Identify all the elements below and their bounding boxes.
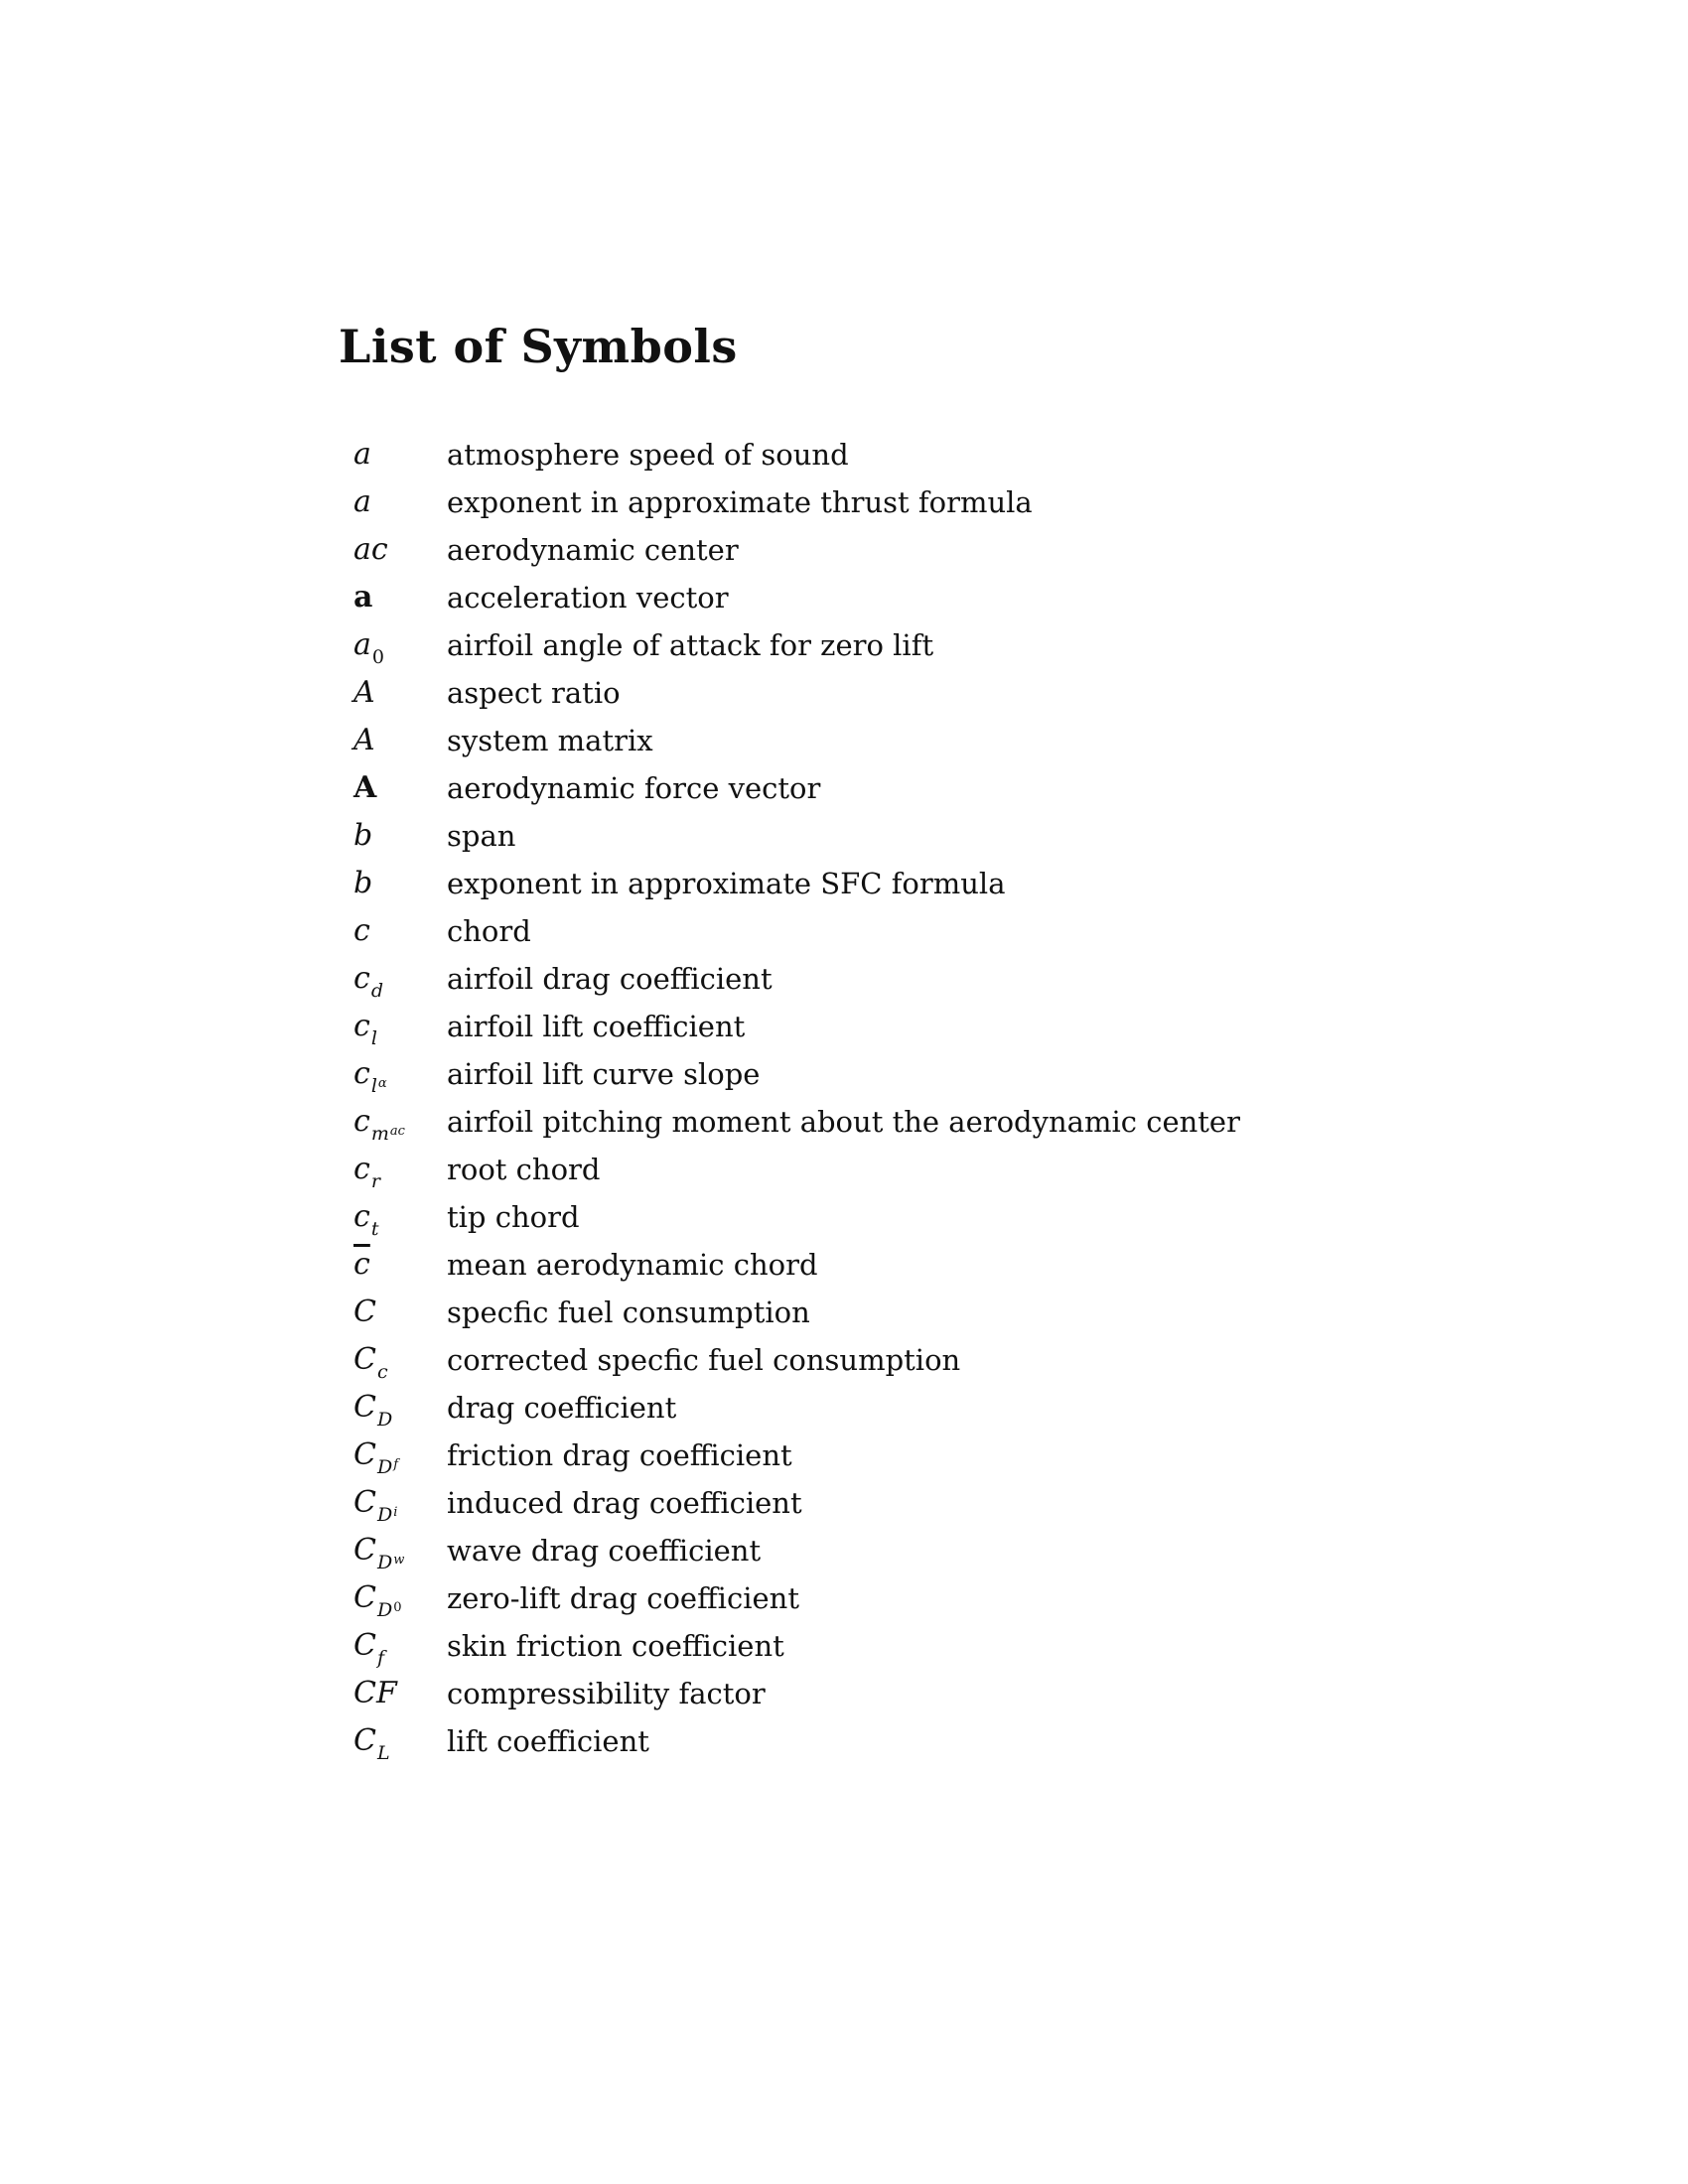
symbol-base: c [353,913,370,948]
symbol [353,1342,443,1381]
symbol [353,437,443,473]
symbol-row [353,1009,1346,1056]
symbol-base: c [353,1104,370,1139]
symbol-row [353,1295,1346,1342]
symbol [353,1580,443,1622]
symbol-subscript: L [376,1742,390,1764]
symbol-row [353,1390,1346,1437]
symbol-base: c [353,1199,370,1234]
symbol-description: induced drag coefficient [447,1486,802,1520]
symbol-subscript: D [376,1409,393,1431]
symbol [353,1009,443,1047]
symbol-base: C [353,1390,376,1425]
symbol [353,1533,443,1574]
symbol [353,1056,443,1098]
symbol-description: system matrix [447,724,653,757]
symbol-description: tip chord [447,1200,580,1234]
symbol-row [353,1199,1346,1247]
symbol-row [353,1056,1346,1104]
symbol-description: airfoil lift curve slope [447,1057,761,1091]
symbol-base: c [353,1152,370,1186]
symbol [353,1628,443,1667]
symbol-description: friction drag coefficient [447,1438,792,1472]
symbol [353,1199,443,1238]
symbol-subscript: D [376,1456,393,1478]
symbol-row [353,1676,1346,1723]
symbol-description: exponent in approximate SFC formula [447,867,1006,900]
symbol-description: chord [447,914,531,948]
symbol-base: A [353,723,375,757]
symbol-row [353,484,1346,532]
symbol-subscript: t [370,1218,379,1240]
symbol-description: zero-lift drag coefficient [447,1581,799,1615]
symbol-row [353,723,1346,770]
symbol [353,1104,443,1146]
symbol-description: span [447,819,516,853]
symbol [353,866,443,901]
symbol-row [353,961,1346,1009]
symbol-row [353,627,1346,675]
symbol-base: CF [353,1676,397,1710]
symbol-bold-vector [353,580,443,615]
symbol [353,1485,443,1527]
symbol-row [353,1247,1346,1295]
symbol-row [353,1628,1346,1676]
symbol-subscript: f [376,1647,385,1669]
symbol-row [353,913,1346,961]
symbol-description: airfoil angle of attack for zero lift [447,628,934,662]
symbol-description: airfoil pitching moment about the aerodynamic center [447,1105,1240,1139]
symbol-sub-subscript: w [393,1553,405,1568]
symbol-row [353,1152,1346,1199]
symbol-base: A [353,675,375,710]
symbol-base: A [353,770,377,805]
symbol-description: mean aerodynamic chord [447,1248,818,1282]
symbol-subscript: l [370,1075,377,1097]
symbol [353,1676,443,1711]
symbol-description: corrected specfic fuel consumption [447,1343,961,1377]
symbol-bold-vector [353,770,443,806]
symbol [353,1723,443,1762]
symbol-description: aerodynamic force vector [447,771,821,805]
symbol-subscript: D [376,1599,393,1621]
symbol-base: c [353,961,370,996]
symbol-row [353,1485,1346,1533]
symbol-subscript: 0 [371,646,384,668]
symbol [353,1390,443,1429]
symbol-subscript: r [370,1170,380,1192]
symbol-base: a [353,627,371,662]
symbol-description: atmosphere speed of sound [447,438,849,472]
symbol-base: C [353,1580,376,1615]
symbol-description: drag coefficient [447,1391,677,1425]
symbol-row [353,580,1346,627]
symbol-base: ac [353,532,388,567]
symbol-row [353,675,1346,723]
symbol-subscript: d [370,980,383,1002]
symbol-base: C [353,1533,376,1568]
symbol-description: exponent in approximate thrust formula [447,485,1033,519]
symbol [353,961,443,1000]
symbol [353,1295,443,1330]
symbol-description: specfic fuel consumption [447,1296,810,1329]
symbol-description: wave drag coefficient [447,1534,762,1568]
symbol-description: skin friction coefficient [447,1629,784,1663]
symbol [353,913,443,949]
symbol-row [353,1580,1346,1628]
symbol-row [353,818,1346,866]
symbol-row [353,1437,1346,1485]
symbol-description: acceleration vector [447,581,729,614]
symbol-row [353,437,1346,484]
symbol-sub-subscript: 0 [393,1600,402,1615]
symbol [353,1152,443,1190]
symbol-row [353,532,1346,580]
symbol-base: C [353,1628,376,1663]
symbol [353,723,443,758]
symbol-sub-subscript: i [393,1505,398,1520]
symbol-description: root chord [447,1153,601,1186]
symbol-description: airfoil lift coefficient [447,1010,746,1043]
symbol [353,484,443,520]
symbol-description: airfoil drag coefficient [447,962,773,996]
symbol-base: b [353,866,373,900]
symbol [353,675,443,711]
symbol-row [353,1533,1346,1580]
symbol-sub-subscript: α [377,1076,387,1091]
symbol-base: C [353,1437,376,1472]
symbol [353,1437,443,1479]
symbol-base: C [353,1295,376,1329]
symbol [353,818,443,854]
symbol-base: b [353,818,373,853]
symbol-sub-subscript: ac [389,1124,405,1139]
symbol-description: aspect ratio [447,676,621,710]
symbol-subscript: D [376,1504,393,1526]
symbol-subscript: m [370,1123,389,1145]
symbol-sub-subscript: f [393,1457,399,1472]
symbol-row [353,770,1346,818]
symbol-base: c [353,1009,370,1043]
symbol-base: C [353,1723,376,1758]
symbol-base: a [353,484,371,519]
symbol-row [353,1104,1346,1152]
symbol-row [353,866,1346,913]
symbol-list [353,437,1346,1771]
symbol-base: $\overline{c}$ [353,1247,370,1282]
symbol-row [353,1342,1346,1390]
page-title: List of Symbols [339,320,738,373]
symbol-subscript: D [376,1552,393,1573]
symbol-description: aerodynamic center [447,533,739,567]
symbol [353,627,443,666]
symbol-subscript: c [376,1361,388,1383]
symbol-base: C [353,1342,376,1377]
symbol [353,532,443,568]
symbol-base: a [353,437,371,472]
symbol-row [353,1723,1346,1771]
symbol-subscript: l [370,1027,377,1049]
symbol-base: c [353,1056,370,1091]
symbol-base: C [353,1485,376,1520]
symbol-description: compressibility factor [447,1677,766,1710]
symbol-base: a [353,580,373,614]
symbol-description: lift coefficient [447,1724,649,1758]
symbol-with-bar [353,1247,443,1283]
